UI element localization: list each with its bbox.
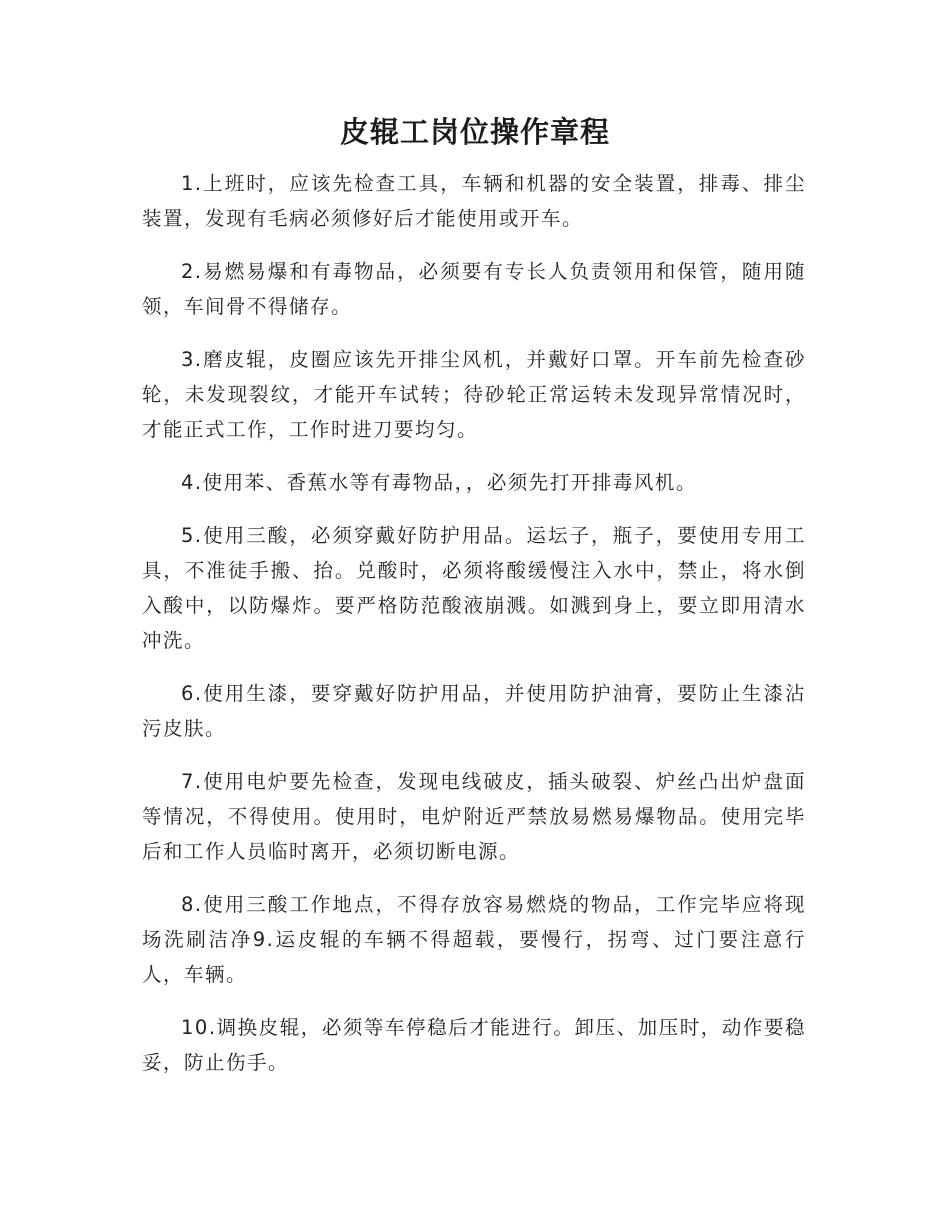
paragraph-2: 2.易燃易爆和有毒物品，必须要有专长人负责领用和保管，随用随领，车间骨不得储存。: [142, 260, 806, 318]
paragraph-6: 6.使用生漆，要穿戴好防护用品，并使用防护油膏，要防止生漆沾污皮肤。: [142, 682, 806, 740]
paragraph-4: 4.使用苯、香蕉水等有毒物品，，必须先打开排毒风机。: [181, 471, 697, 494]
paragraph-10: 10.调换皮辊，必须等车停稳后才能进行。卸压、加压时，动作要稳妥，防止伤手。: [142, 1016, 806, 1074]
paragraph-5: 5.使用三酸，必须穿戴好防护用品。运坛子，瓶子，要使用专用工具，不准徒手搬、抬。兑酸时，必须将酸缓慢注入水中，禁止，将水倒入酸中，以防爆炸。要严格防范酸液崩溅。如溅到身上，要立即用清水冲洗。: [142, 524, 806, 652]
paragraph-3: 3.磨皮辊，皮圈应该先开排尘风机，并戴好口罩。开车前先检查砂轮，未发现裂纹，才能开车试转；待砂轮正常运转未发现异常情况时，才能正式工作，工作时进刀要均匀。: [142, 348, 806, 441]
paragraph-7: 7.使用电炉要先检查，发现电线破皮，插头破裂、炉丝凸出炉盘面等情况，不得使用。使用时，电炉附近严禁放易燃易爆物品。使用完毕后和工作人员临时离开，必须切断电源。: [142, 770, 806, 863]
paragraph-8: 8.使用三酸工作地点，不得存放容易燃烧的物品，工作完毕应将现场洗刷洁净9.运皮辊的车辆不得超载，要慢行，拐弯、过门要注意行人，车辆。: [142, 893, 806, 986]
document-body: [142, 166, 806, 1098]
document-title: 皮辊工岗位操作章程: [339, 115, 610, 149]
paragraph-1: 1.上班时，应该先检查工具，车辆和机器的安全装置，排毒、排尘装置，发现有毛病必须修好后才能使用或开车。: [142, 172, 806, 230]
